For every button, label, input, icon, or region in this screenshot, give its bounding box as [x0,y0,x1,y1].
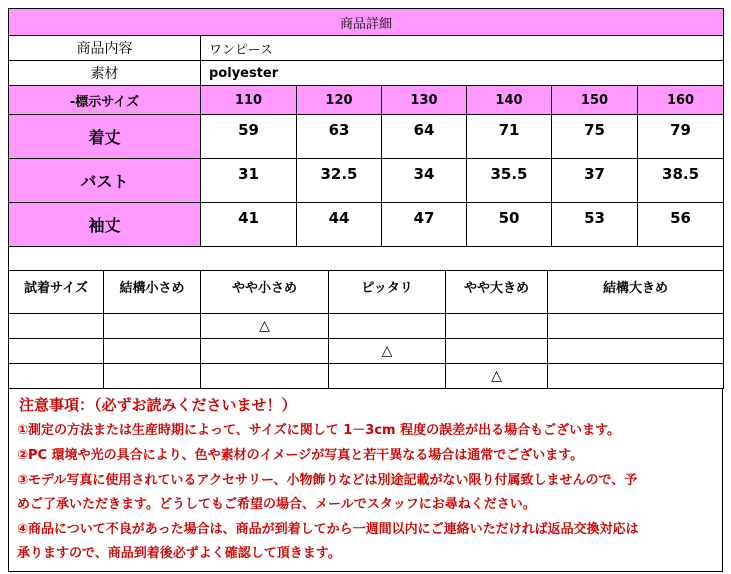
measurement-value: 44 [297,203,382,247]
measurement-value: 75 [552,115,638,159]
material-label: 素材 [9,61,201,86]
size-header-cell: 120 [297,86,382,115]
product-detail-sheet [8,8,723,572]
measurement-value: 50 [467,203,552,247]
size-header-cell: 150 [552,86,638,115]
notes-box [8,389,723,572]
measurement-value: 37 [552,159,638,203]
measurement-value: 64 [382,115,467,159]
fit-cell [104,339,201,364]
fit-cell [9,364,104,389]
measurement-value: 59 [201,115,297,159]
note-line: めご了承いただきます。どうしてもご希望の場合、メールでスタッフにお尋ねください。 [17,497,536,512]
fit-cell [548,364,724,389]
fit-cell [548,314,724,339]
fit-cell [446,339,548,364]
measurement-row [9,159,724,203]
note-line: 承りますので、商品到着後必ずよく確認して頂きます。 [17,546,341,561]
fit-row [9,364,724,389]
size-header-cell: 140 [467,86,552,115]
measurement-row [9,115,724,159]
spec-table [8,8,724,271]
fit-header-cell: やや大きめ [446,271,548,314]
size-header-cell: 160 [638,86,724,115]
measurement-label: バスト [9,159,201,203]
fit-cell [201,339,329,364]
fit-mark: △ [329,339,446,364]
measurement-row [9,203,724,247]
fit-cell [9,314,104,339]
note-line: ①測定の方法または生産時期によって、サイズに関して 1－3cm 程度の誤差が出る場合もございます。 [17,423,621,438]
fit-header-cell: 結構小さめ [104,271,201,314]
measurement-value: 34 [382,159,467,203]
size-header-label: -標示サイズ [9,86,201,115]
material-value: polyester [201,61,724,86]
fit-cell [104,364,201,389]
fit-cell [446,314,548,339]
fit-cell [329,364,446,389]
measurement-value: 63 [297,115,382,159]
measurement-value: 38.5 [638,159,724,203]
size-header-cell: 110 [201,86,297,115]
fit-cell [329,314,446,339]
spacer-row [9,247,724,271]
measurement-value: 79 [638,115,724,159]
measurement-value: 56 [638,203,724,247]
fit-cell [9,339,104,364]
fit-cell [201,364,329,389]
fit-row [9,339,724,364]
size-header-cell: 130 [382,86,467,115]
measurement-value: 35.5 [467,159,552,203]
notes-title: 注意事項：（必ずお読みくださいませ！） [19,396,297,414]
note-line: ②PC 環境や光の具合により、色や素材のイメージが写真と若干異なる場合は通常でございます。 [17,448,584,463]
fit-mark: △ [446,364,548,389]
measurement-value: 53 [552,203,638,247]
measurement-value: 71 [467,115,552,159]
fit-cell [548,339,724,364]
measurement-label: 着丈 [9,115,201,159]
fit-header-cell: 結構大きめ [548,271,724,314]
fit-header-cell: ピッタリ [329,271,446,314]
product-value: ワンピース [201,36,724,61]
fit-cell [104,314,201,339]
note-line: ④商品について不良があった場合は、商品が到着してから一週間以内にご連絡いただければ返品交換対応は [17,522,639,537]
note-line: ③モデル写真に使用されているアクセサリー、小物飾りなどは別途記載がない限り付属致しませんので、予 [17,473,638,488]
fit-header-cell: 試着サイズ [9,271,104,314]
fit-row [9,314,724,339]
product-label: 商品内容 [9,36,201,61]
measurement-value: 41 [201,203,297,247]
measurement-value: 31 [201,159,297,203]
fit-header-cell: やや小さめ [201,271,329,314]
measurement-value: 32.5 [297,159,382,203]
fit-mark: △ [201,314,329,339]
page-title: 商品詳細 [9,9,724,36]
measurement-label: 袖丈 [9,203,201,247]
measurement-value: 47 [382,203,467,247]
fit-table [8,271,724,389]
